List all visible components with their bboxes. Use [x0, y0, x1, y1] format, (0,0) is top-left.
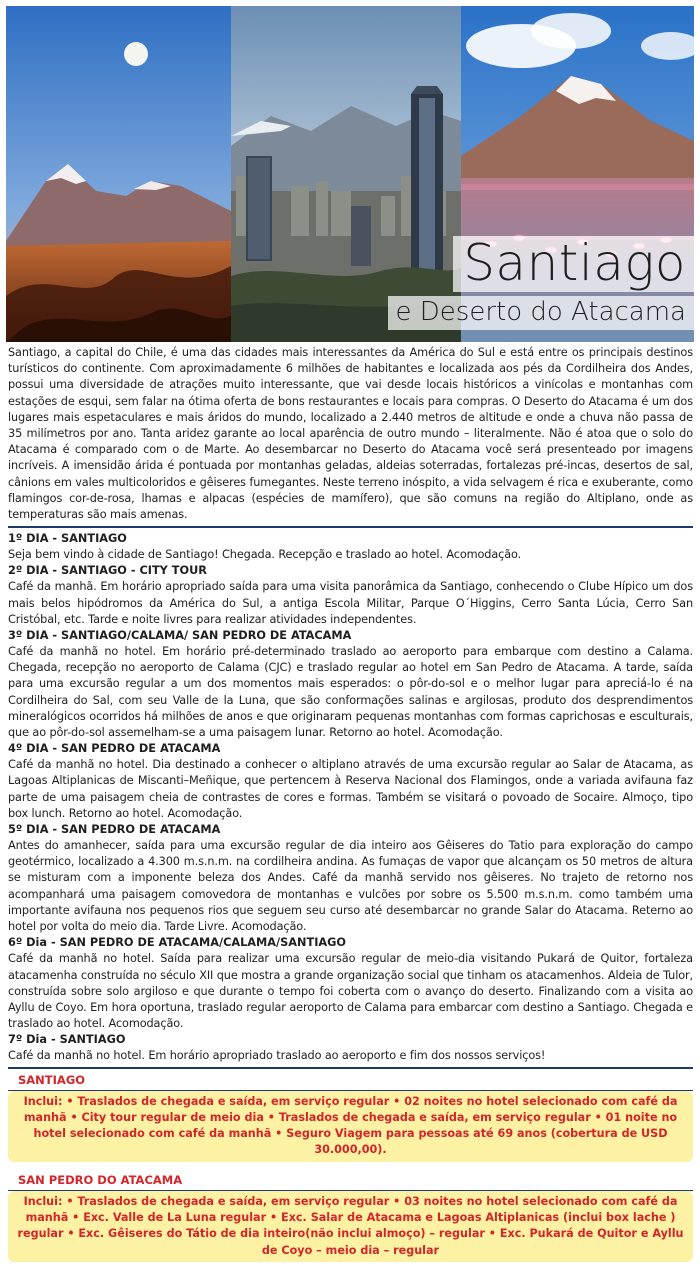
day-title: 7º Dia - SANTIAGO	[8, 1033, 126, 1047]
day-text: Café da manhã no hotel. Saída para realizar uma excursão regular de meio-dia visitando Pukará de Quitor, fortaleza atacamenha construída no século XII que mostra a grande organização social que tinham os atacamenhos. Aldeia de Tulor, construída sobre solo argiloso e que durante o tempo foi coberta com o avanço do deserto. Finalizando com a visita ao Ayllu de Coyo. Em hora oportuna, traslado regular aeroporto de Calama para embarcar com destino a Santiago. Chegada e traslado ao hotel. Acomodação.	[8, 952, 693, 1031]
day-title: 5º DIA - SAN PEDRO DE ATACAMA	[8, 823, 221, 837]
day-2	[8, 563, 693, 628]
day-7	[8, 1032, 693, 1064]
day-text: Café da manhã no hotel. Em horário apropriado traslado ao aeroporto e fim dos nossos serviços!	[8, 1049, 546, 1063]
package-includes: Inclui: • Traslados de chegada e saída, em serviço regular • 03 noites no hotel selecionado com café da manhã • Exc. Valle de La Luna regular • Exc. Salar de Atacama e Lagoas Altiplanicas (inclui box lache ) regular • Exc. Gêiseres do Tátio de dia inteiro(não inclui almoço) – regular • Exc. Pukará de Quitor e Ayllu de Coyo – meio dia – regular	[8, 1191, 693, 1262]
package-santiago	[8, 1072, 693, 1162]
package-label: SANTIAGO	[18, 1072, 86, 1087]
day-6	[8, 935, 693, 1032]
hero-title-box	[388, 236, 695, 330]
section-divider	[8, 526, 693, 528]
hero-photo-volcanoes	[6, 6, 231, 342]
day-title: 2º DIA - SANTIAGO - CITY TOUR	[8, 564, 207, 578]
day-title: 4º DIA - SAN PEDRO DE ATACAMA	[8, 742, 221, 756]
day-text: Café da manhã. Em horário apropriado saída para uma visita panorâmica da Santiago, conhecendo o Clube Hípico um dos mais belos hipódromos da América do Sul, a antiga Escola Militar, Parque O´Higgins, Cerro Santa Lúcia, Cerro San Cristóbal, etc. Tarde e noite livres para realizar atividades independentes.	[8, 580, 693, 626]
day-4	[8, 741, 693, 822]
section-divider	[8, 1067, 693, 1069]
day-1	[8, 531, 693, 563]
hero-subtitle: e Deserto do Atacama	[388, 296, 695, 330]
day-5	[8, 822, 693, 935]
day-title: 6º Dia - SAN PEDRO DE ATACAMA/CALAMA/SANTIAGO	[8, 936, 347, 950]
itinerary-content	[8, 345, 693, 1272]
intro-paragraph: Santiago, a capital do Chile, é uma das cidades mais interessantes da América do Sul e está entre os principais destinos turísticos do continente. Com aproximadamente 6 milhões de habitantes e localizada aos pés da Cordilheira dos Andes, possui uma diversidade de atrações muito interessante, que vai desde locais históricos a vinícolas e montanhas com estações de esqui, sem falar na ótima oferta de bons restaurantes e locais para compras. O Deserto do Atacama é um dos lugares mais espetaculares e mais áridos do mundo, localizado a 2.440 metros de altitude e onde a chuva não passa de 35 milímetros por ano. Tanta aridez garante ao local aparência de outro mundo – literalmente. Não é atoa que o solo do Atacama é comparado com o de Marte. Ao desembarcar no Deserto do Atacama você será presenteado por imagens incríveis. A imensidão árida é pontuada por montanhas geladas, aldeias soterradas, fortalezas pré-incas, desertos de sal, cânions em vales multicoloridos e gêiseres fumegantes. Neste terreno inóspito, a vida selvagem é rica e exuberante, como flamingos cor-de-rosa, lhamas e alpacas (espécies de mamífero), que são comuns na região do Altiplano, onde as temperaturas são mais amenas.	[8, 346, 693, 522]
package-includes: Inclui: • Traslados de chegada e saída, em serviço regular • 02 noites no hotel selecionado com café da manhã • City tour regular de meio dia • Traslados de chegada e saída, em serviço regular • 01 noite no hotel selecionado com café da manhã • Seguro Viagem para pessoas até 69 anos (cobertura de USD 30.000,00).	[8, 1091, 693, 1162]
package-label: SAN PEDRO DO ATACAMA	[18, 1172, 183, 1187]
day-title: 3º DIA - SANTIAGO/CALAMA/ SAN PEDRO DE ATACAMA	[8, 629, 352, 643]
hero-collage	[6, 6, 694, 342]
day-text: Antes do amanhecer, saída para uma excursão regular de dia inteiro aos Gêiseres do Tatio para exploração do campo geotérmico, localizado a 4.300 m.s.n.m. na cordilheira andina. As fumaças de vapor que alcançam os 50 metros de altura se misturam com a imponente beleza dos Andes. Café da manhã servido nos gêiseres. No trajeto de retorno nos acompanhará uma paisagem comovedora de montanhas e vulcões por sobre os 5.500 m.s.n.m. como também uma importante avifauna nos pequenos rios que seguem seu curso até desembarcar no grande Salar do Atacama. Reterno ao hotel por volta do meio dia. Tarde Livre. Acomodação.	[8, 839, 693, 934]
day-text: Seja bem vindo à cidade de Santiago! Chegada. Recepção e traslado ao hotel. Acomodação.	[8, 548, 522, 562]
package-san-pedro	[8, 1172, 693, 1262]
day-text: Café da manhã no hotel. Dia destinado a conhecer o altiplano através de uma excursão regular ao Salar de Atacama, as Lagoas Altiplanicas de Miscanti–Meñique, que pertencem à Reserva Nacional dos Flamingos, onde a variada avifauna faz parte de uma paisagem cheia de contrastes de cores e formas. Também se visitará o povoado de Socaire. Almoço, tipo box lunch. Retorno ao hotel. Acomodação.	[8, 758, 693, 820]
day-3	[8, 628, 693, 741]
day-text: Café da manhã no hotel. Em horário pré-determinado traslado ao aeroporto para embarque com destino a Calama. Chegada, recepção no aeroporto de Calama (CJC) e traslado regular ao hotel em San Pedro de Atacama. A tarde, saída para uma excursão regular a um dos momentos mais esperados: o pôr-do-sol e o melhor lugar para apreciá-lo é na Cordilheira do Sal, com seu Valle de la Luna, que são conformações salinas e argilosas, produto dos desprendimentos mineralógicos ocorridos há milhões de anos e que originaram pequenas montanhas com formas caprichosas e esculturais, que ao pôr-do-sol assemelham-se a uma paisagem lunar. Retorno ao hotel. Acomodação.	[8, 645, 693, 740]
hero-title: Santiago	[453, 236, 694, 292]
day-title: 1º DIA - SANTIAGO	[8, 532, 127, 546]
